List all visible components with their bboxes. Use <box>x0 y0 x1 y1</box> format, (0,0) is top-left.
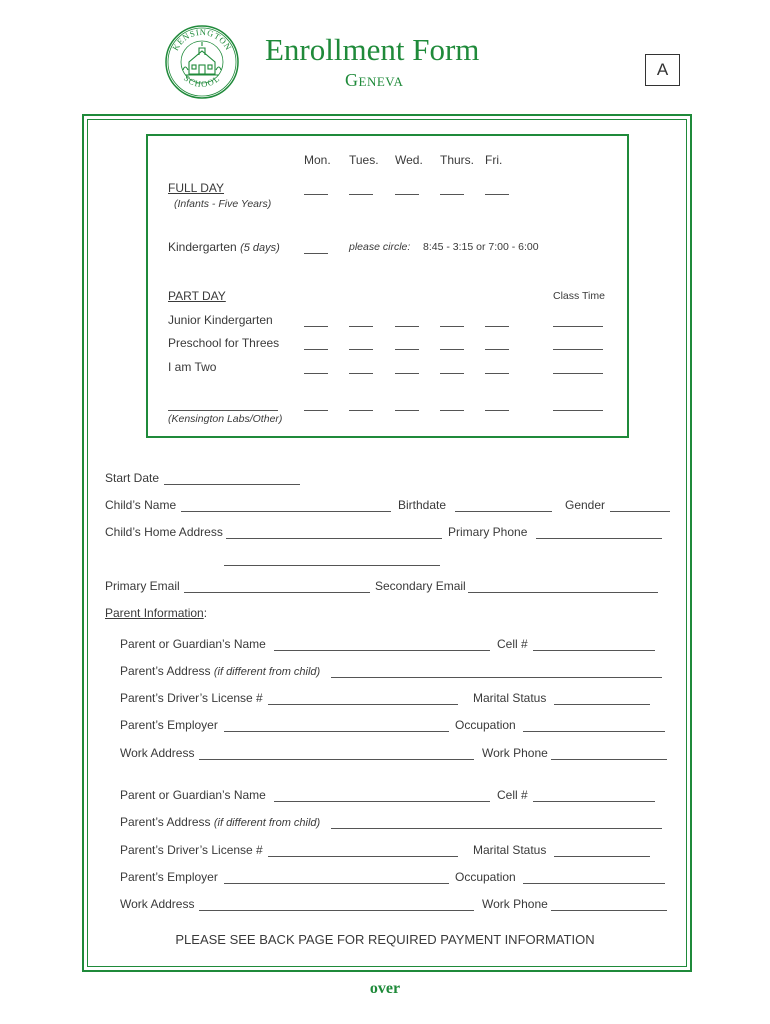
full-day-tue-blank[interactable] <box>349 194 373 195</box>
p2-address-text: Parent’s Address <box>120 815 211 829</box>
p3-mon-blank[interactable] <box>304 349 328 350</box>
p1-work-phone-field[interactable] <box>551 759 667 760</box>
day-header-fri: Fri. <box>485 153 503 167</box>
p1-employer-field[interactable] <box>224 731 449 732</box>
full-day-mon-blank[interactable] <box>304 194 328 195</box>
p2-employer-label: Parent’s Employer <box>120 870 218 884</box>
full-day-wed-blank[interactable] <box>395 194 419 195</box>
form-letter-box: A <box>645 54 680 86</box>
two-wed-blank[interactable] <box>395 373 419 374</box>
p3-fri-blank[interactable] <box>485 349 509 350</box>
p2-license-label: Parent’s Driver’s License # <box>120 843 263 857</box>
full-day-note: (Infants - Five Years) <box>174 198 272 210</box>
p2-employer-field[interactable] <box>224 883 449 884</box>
parent-info-heading-text: Parent Information <box>105 606 204 620</box>
p1-cell-label: Cell # <box>497 637 528 651</box>
kindergarten-times[interactable]: 8:45 - 3:15 or 7:00 - 6:00 <box>423 241 539 253</box>
program-other-note: (Kensington Labs/Other) <box>168 413 283 425</box>
p1-license-label: Parent’s Driver’s License # <box>120 691 263 705</box>
form-title: Enrollment Form <box>265 32 480 67</box>
parent-info-heading <box>105 606 207 620</box>
p2-work-phone-label: Work Phone <box>482 897 548 911</box>
two-fri-blank[interactable] <box>485 373 509 374</box>
p2-cell-field[interactable] <box>533 801 655 802</box>
two-thu-blank[interactable] <box>440 373 464 374</box>
home-address-line2-field[interactable] <box>224 565 440 566</box>
program-i-am-two: I am Two <box>168 360 217 374</box>
p2-work-phone-field[interactable] <box>551 910 667 911</box>
p3-thu-blank[interactable] <box>440 349 464 350</box>
start-date-label: Start Date <box>105 471 160 485</box>
kindergarten-blank[interactable] <box>304 253 328 254</box>
primary-phone-label: Primary Phone <box>448 525 528 539</box>
primary-email-label: Primary Email <box>105 579 180 593</box>
secondary-email-label: Secondary Email <box>375 579 466 593</box>
kindergarten-label <box>168 240 280 254</box>
p1-cell-field[interactable] <box>533 650 655 651</box>
p3-wed-blank[interactable] <box>395 349 419 350</box>
jk-class-time-blank[interactable] <box>553 326 603 327</box>
primary-email-field[interactable] <box>184 592 370 593</box>
p1-guardian-name-label: Parent or Guardian’s Name <box>120 637 266 651</box>
p2-license-field[interactable] <box>268 856 458 857</box>
p2-address-field[interactable] <box>331 828 662 829</box>
birthdate-label: Birthdate <box>398 498 447 512</box>
p1-address-text: Parent’s Address <box>120 664 211 678</box>
p2-work-address-field[interactable] <box>199 910 474 911</box>
other-fri-blank[interactable] <box>485 410 509 411</box>
p2-occupation-field[interactable] <box>523 883 665 884</box>
day-header-thu: Thurs. <box>440 153 475 167</box>
p1-work-address-label: Work Address <box>120 746 195 760</box>
two-tue-blank[interactable] <box>349 373 373 374</box>
jk-tue-blank[interactable] <box>349 326 373 327</box>
kindergarten-text: Kindergarten <box>168 240 237 254</box>
p1-work-phone-label: Work Phone <box>482 746 548 760</box>
other-tue-blank[interactable] <box>349 410 373 411</box>
class-time-header: Class Time <box>553 290 605 302</box>
p1-address-note: (if different from child) <box>213 666 321 678</box>
p2-marital-status-label: Marital Status <box>473 843 547 857</box>
other-thu-blank[interactable] <box>440 410 464 411</box>
start-date-field[interactable] <box>164 484 300 485</box>
p1-employer-label: Parent’s Employer <box>120 718 218 732</box>
home-address-label: Child’s Home Address <box>105 525 223 539</box>
school-seal-logo <box>163 24 241 100</box>
p2-guardian-name-label: Parent or Guardian’s Name <box>120 788 266 802</box>
p3-tue-blank[interactable] <box>349 349 373 350</box>
program-junior-kindergarten: Junior Kindergarten <box>168 313 273 327</box>
full-day-thu-blank[interactable] <box>440 194 464 195</box>
gender-field[interactable] <box>610 511 670 512</box>
p2-address-note: (if different from child) <box>213 817 321 829</box>
p2-occupation-label: Occupation <box>455 870 516 884</box>
p2-guardian-name-field[interactable] <box>274 801 490 802</box>
gender-label: Gender <box>565 498 606 512</box>
p3-class-time-blank[interactable] <box>553 349 603 350</box>
kindergarten-note: (5 days) <box>240 242 280 254</box>
p1-license-field[interactable] <box>268 704 458 705</box>
seal-bottom-text: SCHOOL <box>182 72 222 90</box>
kindergarten-circle-prompt: please circle: <box>349 241 411 253</box>
home-address-field[interactable] <box>226 538 442 539</box>
p1-occupation-field[interactable] <box>523 731 665 732</box>
primary-phone-field[interactable] <box>536 538 662 539</box>
payment-info-note: PLEASE SEE BACK PAGE FOR REQUIRED PAYMENT INFORMATION <box>175 932 595 947</box>
over-note: over <box>369 980 401 997</box>
jk-mon-blank[interactable] <box>304 326 328 327</box>
parent-info-heading-colon: : <box>203 606 208 620</box>
birthdate-field[interactable] <box>455 511 552 512</box>
other-class-time-blank[interactable] <box>553 410 603 411</box>
p1-marital-status-label: Marital Status <box>473 691 547 705</box>
p2-marital-status-field[interactable] <box>554 856 650 857</box>
p1-address-label <box>120 664 320 678</box>
p2-work-address-label: Work Address <box>120 897 195 911</box>
day-header-tue: Tues. <box>349 153 379 167</box>
jk-fri-blank[interactable] <box>485 326 509 327</box>
full-day-fri-blank[interactable] <box>485 194 509 195</box>
p2-address-label <box>120 815 320 829</box>
p1-occupation-label: Occupation <box>455 718 516 732</box>
day-header-mon: Mon. <box>304 153 331 167</box>
other-wed-blank[interactable] <box>395 410 419 411</box>
full-day-heading: FULL DAY <box>168 181 225 195</box>
other-mon-blank[interactable] <box>304 410 328 411</box>
p1-address-field[interactable] <box>331 677 662 678</box>
two-class-time-blank[interactable] <box>553 373 603 374</box>
child-name-field[interactable] <box>181 511 391 512</box>
jk-wed-blank[interactable] <box>395 326 419 327</box>
p1-work-address-field[interactable] <box>199 759 474 760</box>
program-preschool-threes: Preschool for Threes <box>168 336 280 350</box>
p2-cell-label: Cell # <box>497 788 528 802</box>
form-subtitle: Geneva <box>345 70 404 90</box>
jk-thu-blank[interactable] <box>440 326 464 327</box>
two-mon-blank[interactable] <box>304 373 328 374</box>
p1-marital-status-field[interactable] <box>554 704 650 705</box>
schedule-box <box>146 134 629 438</box>
p1-guardian-name-field[interactable] <box>274 650 490 651</box>
program-other-blank[interactable] <box>168 410 278 411</box>
seal-top-text: KENSINGTON <box>170 26 234 53</box>
child-name-label: Child’s Name <box>105 498 177 512</box>
secondary-email-field[interactable] <box>468 592 658 593</box>
day-header-wed: Wed. <box>395 153 423 167</box>
part-day-heading: PART DAY <box>168 289 226 303</box>
